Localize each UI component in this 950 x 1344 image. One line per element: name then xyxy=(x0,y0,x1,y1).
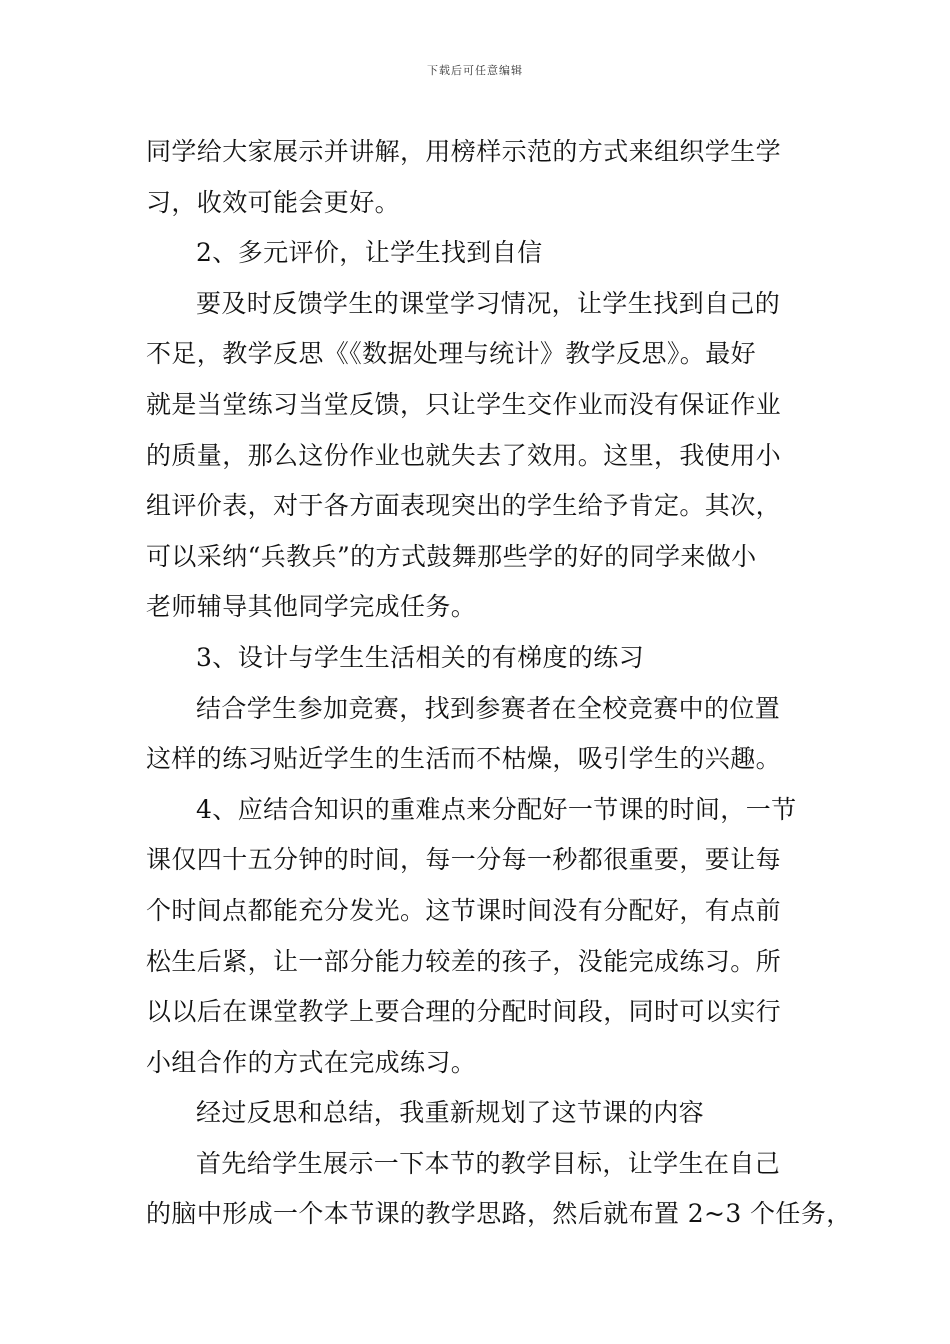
text-line: 组评价表，对于各方面表现突出的学生给予肯定。其次， xyxy=(146,491,782,521)
section-heading: 4、应结合知识的重难点来分配好一节课的时间，一节 xyxy=(196,794,797,824)
document-body xyxy=(146,127,852,1240)
text-line: 同学给大家展示并讲解，用榜样示范的方式来组织学生学 xyxy=(146,137,782,166)
text-line: 小组合作的方式在完成练习。 xyxy=(146,1047,477,1077)
text-line: 的质量，那么这份作业也就失去了效用。这里，我使用小 xyxy=(146,440,782,470)
text-line: 松生后紧，让一部分能力较差的孩子，没能完成练习。所 xyxy=(146,946,782,976)
section-heading: 2、多元评价，让学生找到自信 xyxy=(196,238,543,268)
text-line: 的脑中形成一个本节课的教学思路，然后就布置 2~3 个任务， xyxy=(146,1199,852,1229)
text-line: 要及时反馈学生的课堂学习情况，让学生找到自己的 xyxy=(196,288,781,318)
text-line: 经过反思和总结，我重新规划了这节课的内容 xyxy=(196,1098,705,1128)
page-header: 下载后可任意编辑 xyxy=(427,64,523,77)
text-line: 首先给学生展示一下本节的教学目标，让学生在自己 xyxy=(196,1148,781,1178)
text-line: 以以后在课堂教学上要合理的分配时间段，同时可以实行 xyxy=(146,997,782,1027)
text-line: 习，收效可能会更好。 xyxy=(146,187,401,217)
text-line: 结合学生参加竞赛，找到参赛者在全校竞赛中的位置 xyxy=(196,693,781,723)
text-line: 课仅四十五分钟的时间，每一分每一秒都很重要，要让每 xyxy=(146,845,782,875)
text-line: 不足，教学反思《《数据处理与统计》教学反思》。最好 xyxy=(146,339,757,369)
text-line: 就是当堂练习当堂反馈，只让学生交作业而没有保证作业 xyxy=(146,389,782,419)
text-line: 个时间点都能充分发光。这节课时间没有分配好，有点前 xyxy=(146,895,782,925)
section-heading: 3、设计与学生生活相关的有梯度的练习 xyxy=(196,642,645,672)
text-line: 这样的练习贴近学生的生活而不枯燥，吸引学生的兴趣。 xyxy=(146,744,782,774)
text-line: 老师辅导其他同学完成任务。 xyxy=(146,592,477,622)
text-line: 可以采纳“兵教兵”的方式鼓舞那些学的好的同学来做小 xyxy=(146,541,757,571)
